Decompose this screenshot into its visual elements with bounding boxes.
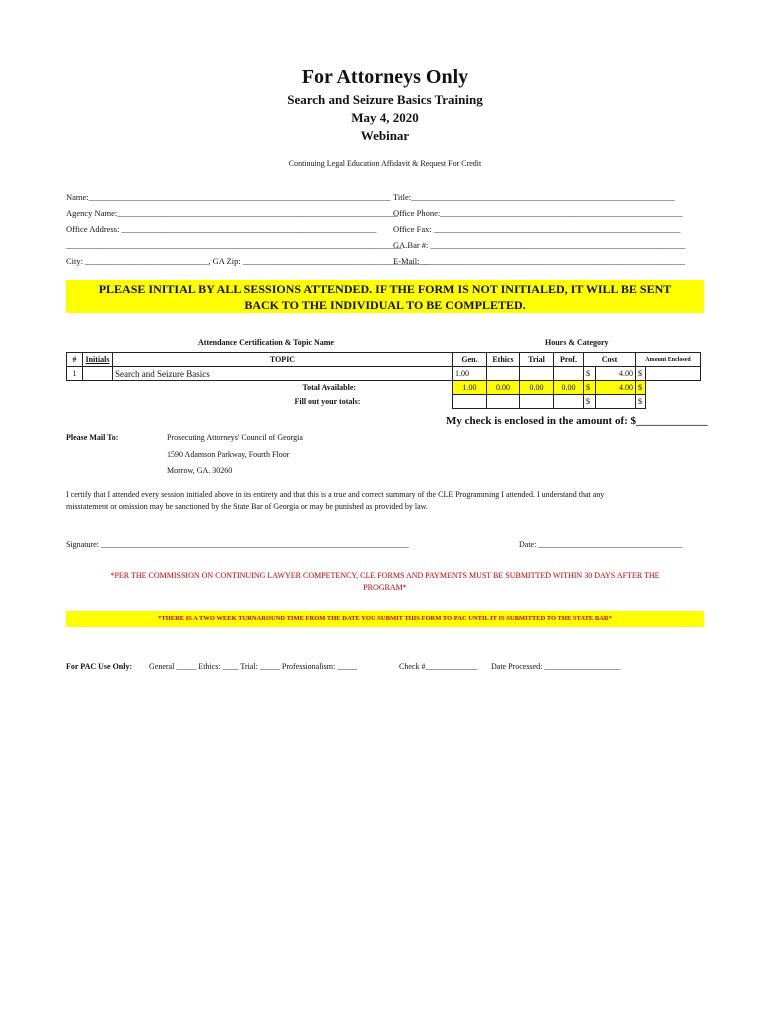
- total-amount-cell: [646, 381, 701, 395]
- notice-line-2: PROGRAM*: [363, 583, 407, 592]
- notice-line-1: *PER THE COMMISSION ON CONTINUING LAWYER COMPETENCY, CLE FORMS AND PAYMENTS MUST BE SUBMITTED WITHIN 30 DAYS AFTER THE: [110, 571, 660, 580]
- pac-check-number: Check #_____________: [399, 662, 478, 671]
- row-amount-symbol: $: [636, 367, 646, 381]
- row-gen: 1.00: [453, 367, 487, 381]
- row-num: 1: [67, 367, 83, 381]
- fill-out-label-cell: [67, 395, 453, 409]
- mail-line-1: Prosecuting Attorneys' Council of Georgia: [167, 433, 303, 442]
- total-trial: 0.00: [520, 381, 554, 395]
- row-trial: [520, 367, 554, 381]
- certify-line-2: misstatement or omission may be sanctioned by the State Bar of Georgia or may be punished as provided by law.: [66, 502, 428, 511]
- total-amount-symbol: $: [636, 381, 646, 395]
- total-gen: 1.00: [453, 381, 487, 395]
- banner-line-1: PLEASE INITIAL BY ALL SESSIONS ATTENDED. IF THE FORM IS NOT INITIALED, IT WILL BE SENT: [98, 282, 672, 296]
- row-prof: [554, 367, 584, 381]
- total-ethics: 0.00: [487, 381, 520, 395]
- signature-field[interactable]: Signature: _____________________________________________________________________________: [66, 540, 409, 549]
- title-field[interactable]: Title:______________________________________________________________: [393, 192, 675, 202]
- city-zip-field[interactable]: City: _____________________________, GA Zip: ____________________________________________: [66, 256, 430, 266]
- fill-out-row: [67, 395, 701, 409]
- row-cost-symbol: $: [584, 367, 596, 381]
- col-cost-header: Cost: [584, 353, 636, 367]
- attendance-table: [66, 352, 701, 409]
- initials-input[interactable]: [83, 367, 113, 381]
- row-cost: 4.00: [596, 367, 636, 381]
- col-prof-header: Prof.: [554, 353, 584, 367]
- total-available-label: Total Available:: [302, 383, 357, 393]
- training-date: May 4, 2020: [351, 110, 419, 125]
- mail-line-3: Morrow, GA. 30260: [167, 466, 233, 475]
- fill-prof-input[interactable]: [554, 395, 584, 409]
- table-header-row: [67, 353, 701, 367]
- attendance-section-label: Attendance Certification & Topic Name: [198, 338, 334, 347]
- turnaround-banner: *THERE IS A TWO WEEK TURNAROUND TIME FROM THE DATE YOU SUBMIT THIS FORM TO PAC UNTIL IT IS SUBMITTED TO THE STATE BAR*: [66, 611, 704, 627]
- mail-label: Please Mail To:: [66, 433, 119, 442]
- fill-gen-input[interactable]: [453, 395, 487, 409]
- total-cost: 4.00: [596, 381, 636, 395]
- hours-section-label: Hours & Category: [545, 338, 609, 347]
- row-ethics: [487, 367, 520, 381]
- fill-amount-cell: [646, 395, 701, 409]
- pac-use-fields: General _____ Ethics: ____ Trial: _____ Professionalism: _____: [149, 662, 358, 671]
- pac-date-processed: Date Processed: ___________________: [491, 662, 621, 671]
- col-gen-header: Gen.: [453, 353, 487, 367]
- fill-trial-input[interactable]: [520, 395, 554, 409]
- col-num-header: #: [67, 353, 83, 367]
- certify-line-1: I certify that I attended every session initialed above in its entirety and that this is a true and correct summary of the CLE Programming I attended. I understand that any: [66, 490, 605, 499]
- agency-field[interactable]: Agency Name:__________________________________________________________________: [66, 208, 398, 218]
- banner-line-2: BACK TO THE INDIVIDUAL TO BE COMPLETED.: [244, 298, 526, 312]
- office-phone-field[interactable]: Office Phone:_________________________________________________________: [393, 208, 683, 218]
- total-cost-symbol: $: [584, 381, 596, 395]
- fill-cost-input[interactable]: [596, 395, 636, 409]
- form-name: Continuing Legal Education Affidavit & Request For Credit: [288, 159, 482, 168]
- col-topic-header: TOPIC: [113, 353, 453, 367]
- row-amount-input[interactable]: [646, 367, 701, 381]
- col-initials-header: Initials: [83, 353, 113, 367]
- fill-ethics-input[interactable]: [487, 395, 520, 409]
- training-title: Search and Seizure Basics Training: [287, 92, 483, 107]
- pac-use-label: For PAC Use Only:: [66, 662, 133, 671]
- mail-line-2: 1590 Adamson Parkway, Fourth Floor: [167, 450, 290, 459]
- email-field[interactable]: E-Mail: ______________________________________________________________: [393, 256, 686, 266]
- name-field[interactable]: Name:_______________________________________________________________________: [66, 192, 391, 202]
- check-enclosed-field[interactable]: My check is enclosed in the amount of: $_____________: [446, 415, 708, 427]
- table-row: [67, 367, 701, 381]
- office-fax-field[interactable]: Office Fax: __________________________________________________________: [393, 224, 681, 234]
- ga-bar-field[interactable]: GA.Bar #: ____________________________________________________________: [393, 240, 686, 250]
- row-topic: Search and Seizure Basics: [113, 367, 453, 381]
- total-available-row: [67, 381, 701, 395]
- office-address-field[interactable]: Office Address: ____________________________________________________________: [66, 224, 377, 234]
- col-ethics-header: Ethics: [487, 353, 520, 367]
- page-title: For Attorneys Only: [301, 66, 469, 88]
- training-format: Webinar: [360, 128, 410, 143]
- submission-notice: [66, 570, 704, 594]
- address-continued-field[interactable]: _______________________________________________________________________________: [66, 240, 402, 250]
- fill-cost-symbol: $: [584, 395, 596, 409]
- fill-out-label: Fill out your totals:: [294, 397, 361, 406]
- date-field[interactable]: Date: ____________________________________: [519, 540, 683, 549]
- fill-amount-symbol: $: [636, 395, 646, 409]
- total-prof: 0.00: [554, 381, 584, 395]
- total-available-label-cell: [67, 381, 453, 395]
- initial-warning-banner: [66, 280, 704, 313]
- col-trial-header: Trial: [520, 353, 554, 367]
- col-amount-header: Amount Enclosed: [636, 353, 701, 367]
